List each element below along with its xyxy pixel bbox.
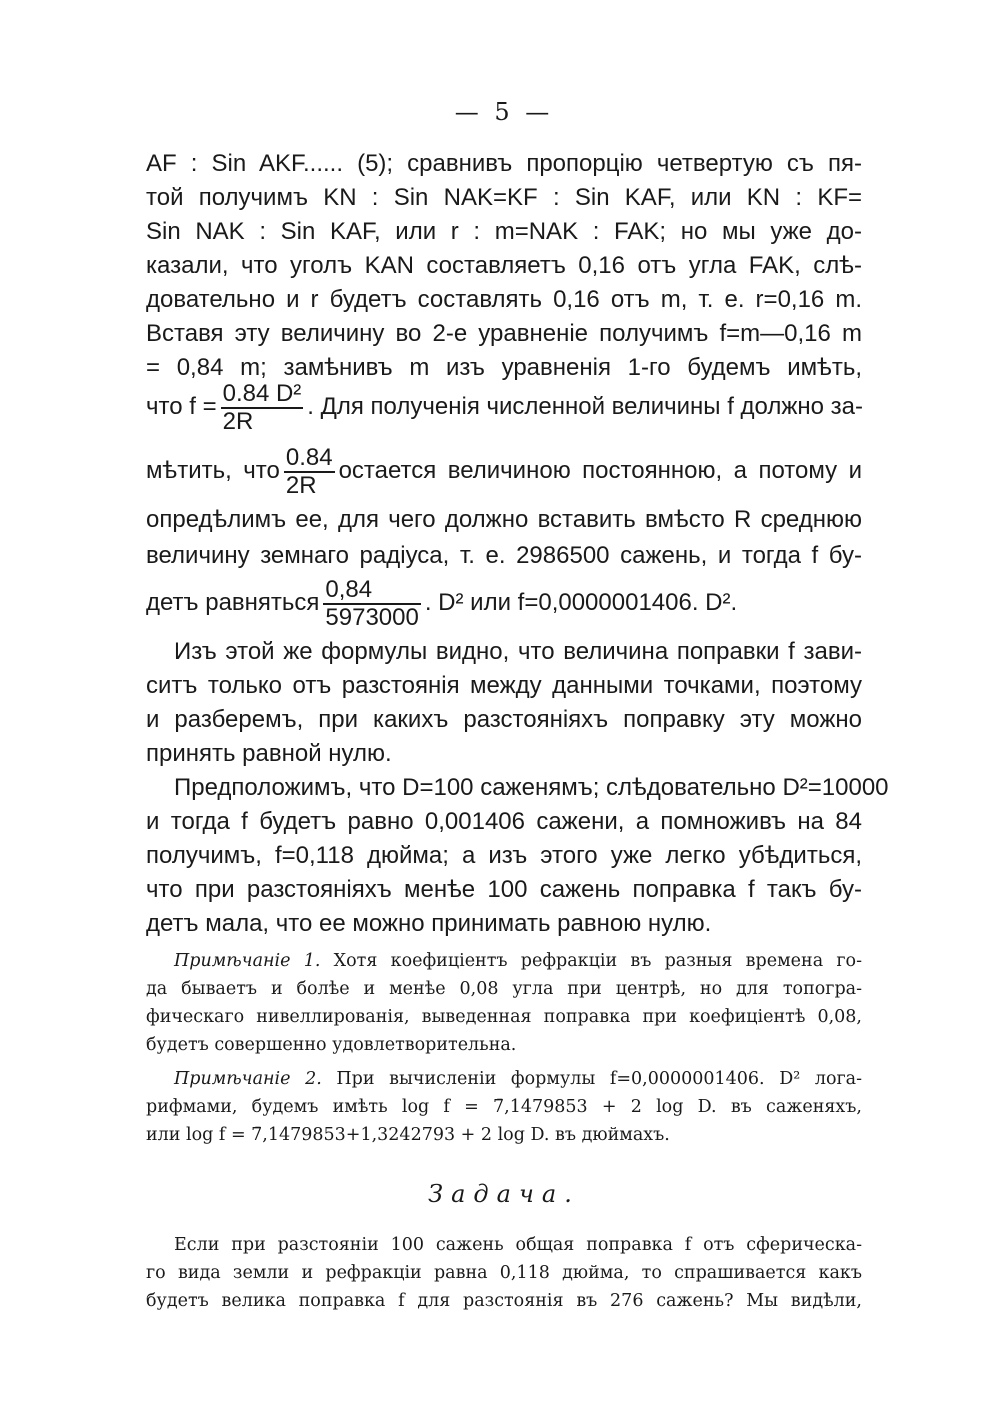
text-line: той получимъ KN : Sin NAK=KF : Sin KAF, или KN : KF= (146, 184, 862, 211)
note-line (146, 1066, 862, 1092)
text-line: получимъ, f=0,118 дюйма; а изъ этого уже легко убѣдиться, (146, 842, 862, 869)
formula-suffix: . Для полученія численной величины f должно за- (307, 393, 864, 420)
text-line: Вставя эту величину во 2-е уравненіе получимъ f=m—0,16 m (146, 320, 862, 347)
note-text: При вычисленіи формулы f=0,0000001406. D² лога- (321, 1069, 863, 1089)
text-line: казали, что уголъ KAN составляетъ 0,16 отъ угла FAK, слѣ- (146, 252, 862, 279)
task-line: будетъ велика поправка f для разстоянія въ 276 сажень? Мы видѣли, (146, 1291, 862, 1311)
note-line: да бываетъ и болѣе и менѣе 0,08 угла при центрѣ, но для топогра- (146, 979, 862, 999)
formula-line (146, 574, 862, 632)
note-line: фическаго нивеллированія, выведенная поправка при коефиціентѣ 0,08, (146, 1007, 862, 1027)
text-line: = 0,84 m; замѣнивъ m изъ уравненія 1-го будемъ имѣть, (146, 354, 862, 381)
task-line: Если при разстояніи 100 сажень общая поправка f отъ сферическа- (174, 1235, 862, 1255)
note-label: Примѣчаніе 1. (174, 951, 321, 971)
formula-line (146, 378, 862, 436)
text-line: детъ мала, что ее можно принимать равною нулю. (146, 910, 712, 937)
text-line: и разберемъ, при какихъ разстояніяхъ поправку эту можно (146, 706, 862, 733)
text-line: что при разстояніяхъ менѣе 100 сажень поправка f такъ бу- (146, 876, 862, 903)
formula-prefix: мѣтить, что (146, 457, 280, 484)
text-line: довательно и r будетъ составлять 0,16 отъ m, т. е. r=0,16 m. (146, 286, 862, 313)
fraction-numerator: 0.84 D² (222, 380, 302, 408)
formula-line (146, 442, 862, 500)
formula-prefix: что f = (146, 393, 217, 420)
note-line: рифмами, будемъ имѣть log f = 7̄,1479853 + 2 log D. въ саженяхъ, (146, 1097, 862, 1117)
page-number: — 5 — (454, 98, 554, 126)
fraction (284, 445, 335, 497)
text-line: Sin NAK : Sin KAF, или r : m=NAK : FAK; но мы уже до- (146, 218, 862, 245)
text-line: Изъ этой же формулы видно, что величина поправки f зави- (174, 638, 862, 665)
section-title: Задача. (428, 1180, 580, 1208)
document-page (146, 0, 889, 1418)
fraction-denominator: 2R (285, 471, 317, 499)
fraction-denominator: 2R (222, 407, 254, 435)
text-line: и тогда f будетъ равно 0,001406 сажени, а помноживъ на 84 (146, 808, 862, 835)
fraction (323, 577, 420, 629)
text-line: опредѣлимъ ее, для чего должно вставить вмѣсто R среднюю (146, 506, 862, 533)
fraction (221, 381, 304, 433)
text-line: принять равной нулю. (146, 740, 392, 767)
text-line: величину земнаго радіуса, т. е. 2986500 сажень, и тогда f бу- (146, 542, 862, 569)
fraction-numerator: 0.84 (285, 444, 333, 472)
note-line: будетъ совершенно удовлетворительна. (146, 1035, 517, 1055)
text-line: ситъ только отъ разстоянія между данными точками, поэтому (146, 672, 862, 699)
note-line: или log f = 7̄,1479853+1,3242793 + 2 log D. въ дюймахъ. (146, 1125, 670, 1145)
note-label: Примѣчаніе 2. (174, 1069, 322, 1089)
note-text: Хотя коефиціентъ рефракціи въ разныя времена го- (320, 951, 862, 971)
formula-suffix: остается величиною постоянною, а потому и (338, 457, 863, 484)
text-line: Предположимъ, что D=100 саженямъ; слѣдовательно D²=10000 (174, 774, 889, 801)
task-line: го вида земли и рефракціи равна 0,118 дюйма, то спрашивается какъ (146, 1263, 862, 1283)
formula-suffix: . D² или f=0,0000001406. D². (424, 589, 738, 616)
fraction-denominator: 5973000 (325, 603, 419, 631)
formula-prefix: детъ равняться (146, 589, 320, 616)
note-line (146, 948, 862, 974)
fraction-numerator: 0,84 (323, 577, 420, 604)
text-line: AF : Sin AKF...... (5); сравнивъ пропорцію четвертую съ пя- (146, 150, 862, 177)
